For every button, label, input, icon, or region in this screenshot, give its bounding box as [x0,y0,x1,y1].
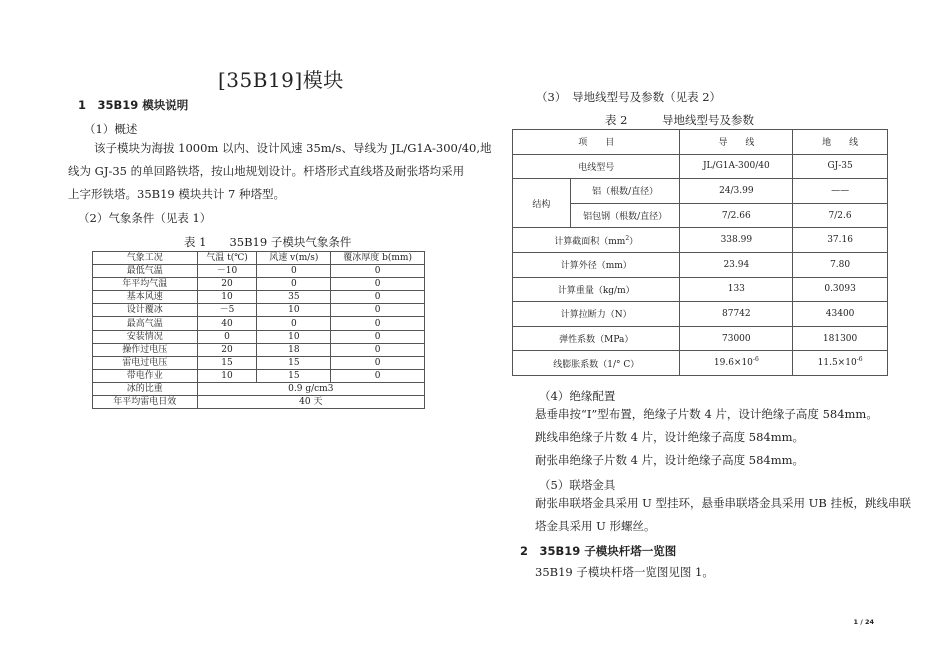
table-cell: 0 [331,343,425,356]
table-cell: 87742 [680,302,793,327]
table-cell: 0 [257,278,331,291]
area-superscript: 2 [625,234,630,242]
table-cell: —— [793,179,888,204]
table-cell: 0 [331,317,425,330]
table-cell: 18 [257,343,331,356]
table-row [93,278,425,291]
table-cell: 133 [680,277,793,302]
table-row [93,356,425,369]
header-cell: 气象工况 [93,252,198,265]
table-cell: 计算拉断力（N） [513,302,680,327]
table-cell: 0 [331,291,425,304]
table-cell: 年平均气温 [93,278,198,291]
header-cell: 地 线 [793,130,888,155]
conductor-table [512,129,888,376]
table-cell: 安装情况 [93,330,198,343]
table-row [513,277,888,302]
header-cell: 项 目 [513,130,680,155]
table-row [93,369,425,382]
table-cell: 40 [197,317,257,330]
table-cell: 181300 [793,326,888,351]
table-row [513,326,888,351]
table-cell: 0 [257,317,331,330]
table-cell: －5 [197,304,257,317]
subsection-conductor: （3） 导地线型号及参数（见表 2） [536,90,722,104]
expansion-conductor-exponent: -6 [752,356,759,364]
table-cell: 10 [257,304,331,317]
table-cell: 338.99 [680,228,793,253]
table-cell: JL/G1A-300/40 [680,154,793,179]
page-number: 1 / 24 [853,618,874,626]
table-cell: －10 [197,265,257,278]
table-cell [793,351,888,376]
table-cell: 7.80 [793,252,888,277]
expansion-ground-base: 11.5×10 [817,358,857,369]
table-cell: 7/2.66 [680,203,793,228]
table-cell: 40 天 [197,396,424,409]
section-1-heading: 1 35B19 模块说明 [78,98,189,112]
subsection-fittings: （5）联塔金具 [539,478,616,492]
fittings-line-2: 塔金具采用 U 形螺丝。 [535,519,656,533]
table-row [93,382,425,395]
table-cell: 结构 [513,179,571,228]
table-cell: 计算外径（mm） [513,252,680,277]
table-row [93,291,425,304]
table-1-caption: 表 1 35B19 子模块气象条件 [184,235,352,249]
overview-line-3: 上字形铁塔。35B19 模块共计 7 种塔型。 [68,187,285,201]
weather-table [92,251,425,409]
table-cell: 年平均雷电日效 [93,396,198,409]
insulation-line-2: 跳线串绝缘子片数 4 片，设计绝缘子高度 584mm。 [535,430,805,444]
table-cell: 计算重量（kg/m） [513,277,680,302]
table-cell: GJ-35 [793,154,888,179]
table-cell: 弹性系数（MPa） [513,326,680,351]
table-cell: 0.3093 [793,277,888,302]
area-label: 计算截面积（mm [554,236,626,247]
table-cell [680,351,793,376]
table-cell: 电线型号 [513,154,680,179]
table-row [513,179,888,204]
table-cell: 73000 [680,326,793,351]
table-cell: 10 [257,330,331,343]
table-cell: 设计覆冰 [93,304,198,317]
table-cell: 0 [331,265,425,278]
expansion-conductor-base: 19.6×10 [713,358,753,369]
table-cell: 15 [257,369,331,382]
section-2-text: 35B19 子模块杆塔一览图见图 1。 [535,565,714,579]
table-cell: 0 [331,304,425,317]
table-cell: 0 [257,265,331,278]
table-cell: 雷电过电压 [93,356,198,369]
table-cell: 0 [331,356,425,369]
header-cell: 气温 t(℃) [197,252,257,265]
table-row [93,330,425,343]
table-cell: 20 [197,278,257,291]
subsection-weather: （2）气象条件（见表 1） [78,211,212,225]
fittings-line-1: 耐张串联塔金具采用 U 型挂环，悬垂串联塔金具采用 UB 挂板，跳线串联 [535,496,911,510]
header-cell: 覆冰厚度 b(mm) [331,252,425,265]
table-cell: 10 [197,291,257,304]
table-cell: 24/3.99 [680,179,793,204]
table-cell: 基本风速 [93,291,198,304]
insulation-line-3: 耐张串绝缘子片数 4 片，设计绝缘子高度 584mm。 [535,453,805,467]
table-row [93,343,425,356]
table-cell: 0 [331,278,425,291]
table-cell: 0 [331,330,425,343]
table-cell: 37.16 [793,228,888,253]
table-row [513,351,888,376]
table-cell: 带电作业 [93,369,198,382]
table-row [93,396,425,409]
table-cell: 35 [257,291,331,304]
overview-line-2: 线为 GJ-35 的单回路铁塔，按山地规划设计。杆塔形式直线塔及耐张塔均采用 [68,164,465,178]
table-cell: 线膨胀系数（1/° C） [513,351,680,376]
table-header-row [93,252,425,265]
overview-line-1: 该子模块为海拔 1000m 以内、设计风速 35m/s、导线为 JL/G1A-300/40,地 [94,141,492,155]
area-label-close: ） [629,236,639,247]
table-cell: 23.94 [680,252,793,277]
table-cell: 铝（根数/直径） [570,179,680,204]
table-cell [513,228,680,253]
table-cell: 15 [257,356,331,369]
table-cell: 43400 [793,302,888,327]
table-cell: 0 [197,330,257,343]
table-row [93,304,425,317]
table-cell: 铝包钢（根数/直径） [570,203,680,228]
table-row [513,154,888,179]
table-cell: 冰的比重 [93,382,198,395]
subsection-overview: （1）概述 [84,122,138,136]
table-row [513,302,888,327]
expansion-ground-exponent: -6 [856,356,863,364]
table-header-row [513,130,888,155]
insulation-line-1: 悬垂串按“I”型布置，绝缘子片数 4 片，设计绝缘子高度 584mm。 [535,407,878,421]
table-row [513,228,888,253]
header-cell: 导 线 [680,130,793,155]
header-cell: 风速 v(m/s) [257,252,331,265]
table-cell: 7/2.6 [793,203,888,228]
table-cell: 0.9 g/cm3 [197,382,424,395]
table-cell: 15 [197,356,257,369]
table-cell: 操作过电压 [93,343,198,356]
table-cell: 10 [197,369,257,382]
table-cell: 最高气温 [93,317,198,330]
table-cell: 最低气温 [93,265,198,278]
table-cell: 20 [197,343,257,356]
table-row [93,317,425,330]
table-row [513,252,888,277]
table-2-caption: 表 2 导地线型号及参数 [605,113,754,127]
subsection-insulation: （4）绝缘配置 [539,389,616,403]
table-cell: 0 [331,369,425,382]
section-2-heading: 2 35B19 子模块杆塔一览图 [520,544,677,558]
table-row [93,265,425,278]
page-title: [35B19]模块 [218,68,344,92]
